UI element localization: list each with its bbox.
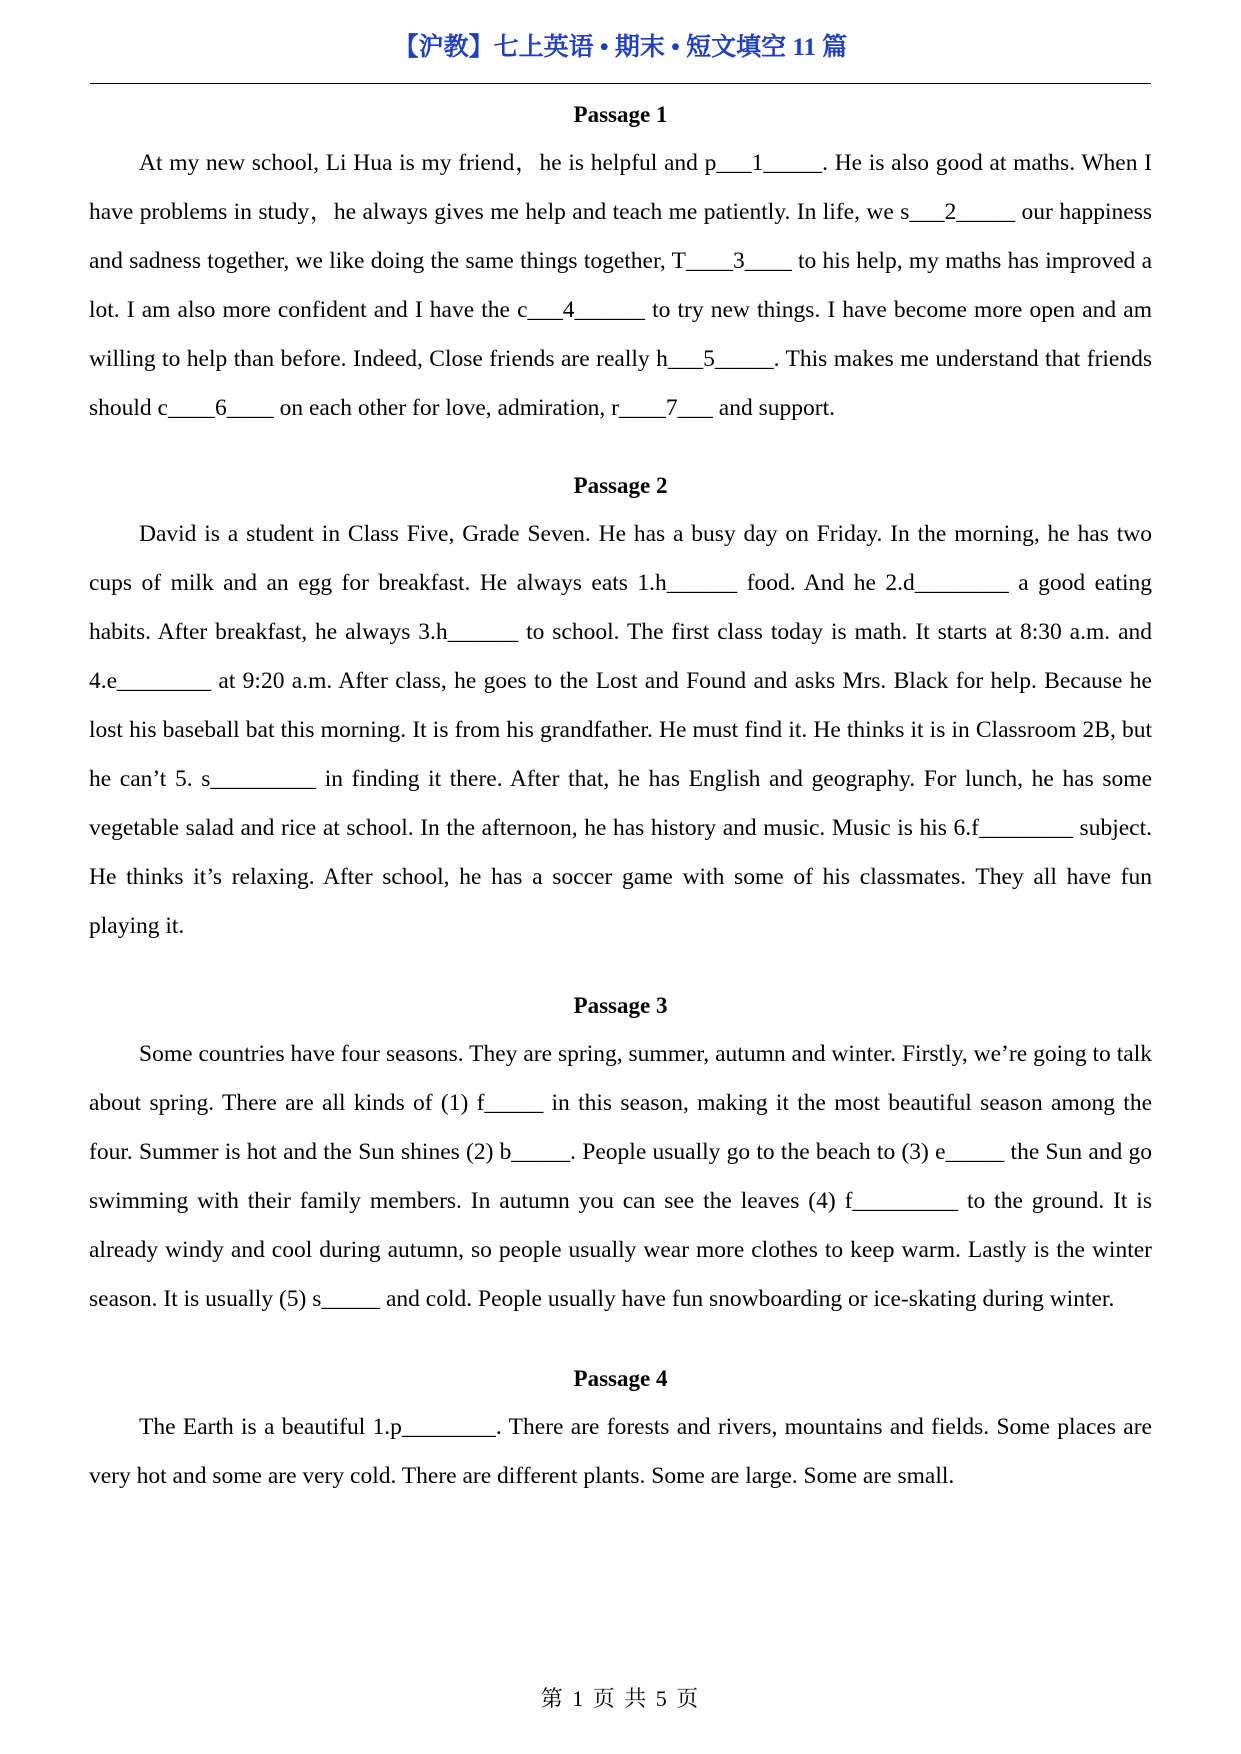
page-number-footer: 第 1 页 共 5 页 <box>540 1686 701 1711</box>
passage-title: Passage 4 <box>573 1366 668 1391</box>
passage-body: The Earth is a beautiful 1.p________. There are forests and rivers, mountains and fields. Some places are very hot and some are very cold. There are different plants. Some are large. Some are small. <box>89 1414 1152 1489</box>
passage-2 <box>89 466 1152 951</box>
passage-title: Passage 3 <box>573 993 668 1018</box>
passage-3 <box>89 986 1152 1324</box>
header-divider <box>90 83 1151 84</box>
document-content <box>89 95 1152 1501</box>
passage-1 <box>89 95 1152 433</box>
passage-body: Some countries have four seasons. They are spring, summer, autumn and winter. Firstly, we’re going to talk about spring. There are all kinds of (1) f_____ in this season, making it the most beautiful season among the four. Summer is hot and the Sun shines (2) b_____. People usually go to the beach to (3) e_____ the Sun and go swimming with their family members. In autumn you can see the leaves (4) f_________ to the ground. It is already windy and cool during autumn, so people usually wear more clothes to keep warm. Lastly is the winter season. It is usually (5) s_____ and cold. People usually have fun snowboarding or ice-skating during winter. <box>89 1041 1152 1312</box>
passage-body: David is a student in Class Five, Grade Seven. He has a busy day on Friday. In the morning, he has two cups of milk and an egg for breakfast. He always eats 1.h______ food. And he 2.d________ a good eating habits. After breakfast, he always 3.h______ to school. The first class today is math. It starts at 8:30 a.m. and 4.e________ at 9:20 a.m. After class, he goes to the Lost and Found and asks Mrs. Black for help. Because he lost his baseball bat this morning. It is from his grandfather. He must find it. He thinks it is in Classroom 2B, but he can’t 5. s_________ in finding it there. After that, he has English and geography. For lunch, he has some vegetable salad and rice at school. In the afternoon, he has history and music. Music is his 6.f________ subject. He thinks it’s relaxing. After school, he has a soccer game with some of his classmates. They all have fun playing it. <box>89 521 1152 939</box>
passage-body: At my new school, Li Hua is my friend，he is helpful and p___1_____. He is also good at maths. When I have problems in study，he always gives me help and teach me patiently. In life, we s___2_____ our happiness and sadness together, we like doing the same things together, T____3____ to his help, my maths has improved a lot. I am also more confident and I have the c___4______ to try new things. I have become more open and am willing to help than before. Indeed, Close friends are really h___5_____. This makes me understand that friends should c____6____ on each other for love, admiration, r____7___ and support. <box>89 150 1152 421</box>
passage-title: Passage 2 <box>573 473 668 498</box>
passage-4 <box>89 1359 1152 1501</box>
passage-title: Passage 1 <box>573 102 668 127</box>
page-header-title: 【沪教】七上英语 • 期末 • 短文填空 11 篇 <box>393 34 848 61</box>
